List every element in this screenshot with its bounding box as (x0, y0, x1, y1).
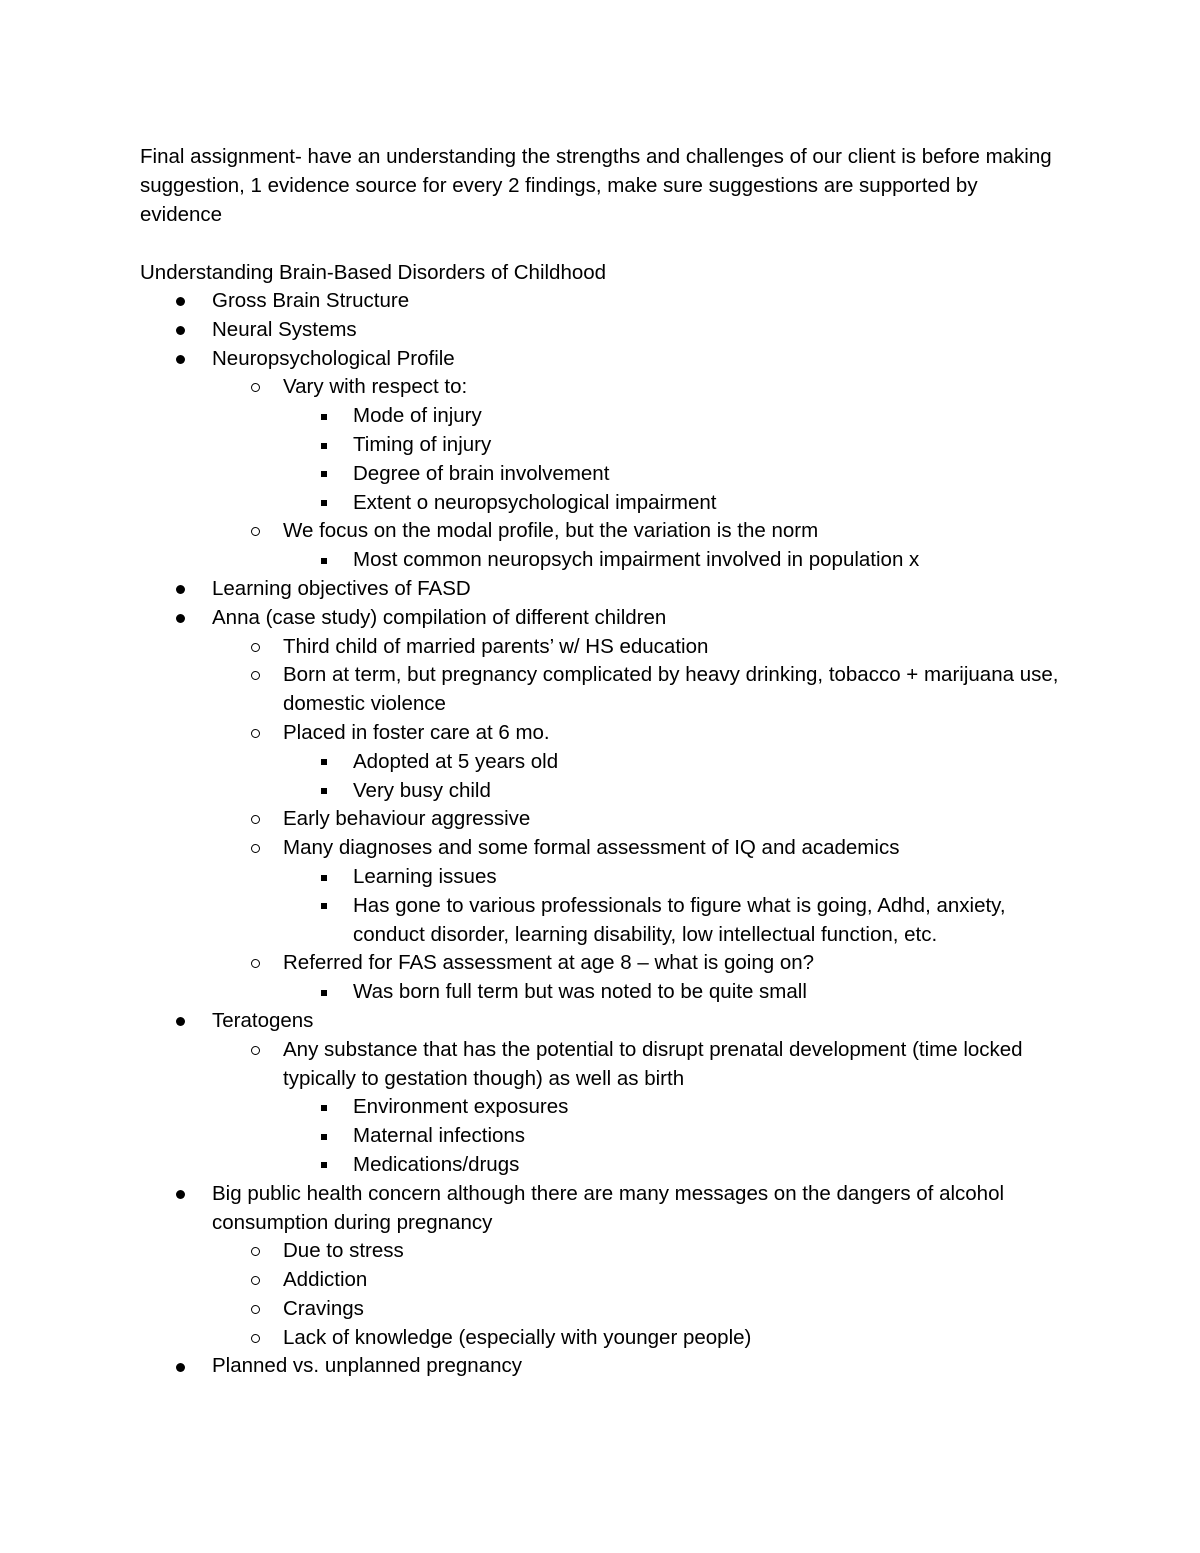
list-item-level-1 (0, 287, 1200, 316)
hollow-circle-bullet-icon (251, 1276, 260, 1285)
hollow-circle-bullet-icon (251, 1305, 260, 1314)
hollow-circle-bullet-icon (251, 729, 260, 738)
list-item-level-2 (0, 1237, 1200, 1266)
square-bullet-icon (321, 1162, 327, 1168)
list-item-text: Lack of knowledge (especially with younger people) (283, 1325, 752, 1349)
square-bullet-icon (321, 558, 327, 564)
square-bullet-icon (321, 1105, 327, 1111)
list-item-text: Big public health concern although there are many messages on the dangers of alcohol consumption during pregnancy (212, 1181, 1005, 1234)
list-item-text: Third child of married parents’ w/ HS education (283, 634, 709, 658)
list-marker (314, 489, 334, 518)
list-item-level-3 (0, 402, 1200, 431)
list-marker (314, 892, 334, 921)
list-item-level-3 (0, 546, 1200, 575)
list-item-level-3 (0, 431, 1200, 460)
list-item-text: Referred for FAS assessment at age 8 – what is going on? (283, 951, 815, 975)
list-marker (170, 287, 190, 316)
square-bullet-icon (321, 788, 327, 794)
list-item-text: Addiction (283, 1268, 368, 1292)
list-item-text: Early behaviour aggressive (283, 807, 531, 831)
list-item-level-3 (0, 1151, 1200, 1180)
hollow-circle-bullet-icon (251, 383, 260, 392)
filled-bullet-icon (176, 326, 185, 335)
list-marker (245, 719, 265, 748)
list-item-level-2 (0, 1036, 1200, 1094)
list-marker (170, 1180, 190, 1209)
list-item-text: Gross Brain Structure (212, 289, 410, 312)
intro-paragraph: Final assignment- have an understanding the strengths and challenges of our client is before making suggestion, 1 evidence source for every 2 findings, make sure suggestions are supported by evidence (140, 145, 1052, 226)
list-item-text: Most common neuropsych impairment involved in population x (353, 548, 920, 572)
list-item-level-3 (0, 748, 1200, 777)
hollow-circle-bullet-icon (251, 643, 260, 652)
list-item-level-2 (0, 1266, 1200, 1295)
list-item-level-3 (0, 863, 1200, 892)
square-bullet-icon (321, 875, 327, 881)
list-marker (314, 777, 334, 806)
list-item-level-2 (0, 805, 1200, 834)
list-marker (314, 748, 334, 777)
list-marker (314, 460, 334, 489)
hollow-circle-bullet-icon (251, 1046, 260, 1055)
list-item-level-3 (0, 460, 1200, 489)
list-item-level-1 (0, 1180, 1200, 1238)
list-item-text: Vary with respect to: (283, 375, 468, 399)
list-item-text: Anna (case study) compilation of different children (212, 605, 667, 629)
list-marker (245, 805, 265, 834)
filled-bullet-icon (176, 355, 185, 364)
list-item-text: Neuropsychological Profile (212, 346, 455, 370)
list-marker (245, 1295, 265, 1324)
list-item-level-1 (0, 345, 1200, 374)
hollow-circle-bullet-icon (251, 1247, 260, 1256)
square-bullet-icon (321, 990, 327, 996)
filled-bullet-icon (176, 614, 185, 623)
list-item-text: We focus on the modal profile, but the variation is the norm (283, 519, 819, 543)
list-item-level-1 (0, 575, 1200, 604)
hollow-circle-bullet-icon (251, 1334, 260, 1343)
list-marker (314, 1122, 334, 1151)
list-marker (170, 604, 190, 633)
filled-bullet-icon (176, 297, 185, 306)
hollow-circle-bullet-icon (251, 959, 260, 968)
list-item-text: Was born full term but was noted to be quite small (353, 980, 807, 1004)
list-item-text: Degree of brain involvement (353, 461, 610, 485)
notes-outline (0, 287, 1200, 1381)
filled-bullet-icon (176, 1363, 185, 1372)
list-marker (245, 373, 265, 402)
list-item-level-1 (0, 1352, 1200, 1381)
list-item-level-2 (0, 949, 1200, 978)
list-marker (170, 1007, 190, 1036)
list-item-level-3 (0, 489, 1200, 518)
list-marker (245, 517, 265, 546)
list-item-text: Adopted at 5 years old (353, 749, 559, 773)
list-item-text: Has gone to various professionals to figure what is going, Adhd, anxiety, conduct disorder, learning disability, low intellectual function, etc. (353, 893, 1006, 946)
list-item-text: Extent o neuropsychological impairment (353, 490, 717, 514)
list-item-level-2 (0, 719, 1200, 748)
list-item-text: Cravings (283, 1296, 364, 1320)
list-item-level-3 (0, 1093, 1200, 1122)
list-item-level-2 (0, 633, 1200, 662)
square-bullet-icon (321, 903, 327, 909)
list-marker (314, 1151, 334, 1180)
list-marker (245, 1324, 265, 1353)
list-item-text: Timing of injury (353, 432, 492, 456)
list-item-text: Environment exposures (353, 1095, 569, 1119)
list-marker (314, 1093, 334, 1122)
square-bullet-icon (321, 443, 327, 449)
list-marker (245, 949, 265, 978)
list-item-text: Medications/drugs (353, 1152, 520, 1176)
square-bullet-icon (321, 1134, 327, 1140)
list-marker (245, 661, 265, 690)
list-item-text: Planned vs. unplanned pregnancy (212, 1354, 523, 1378)
list-item-text: Very busy child (353, 778, 491, 802)
list-marker (245, 633, 265, 662)
filled-bullet-icon (176, 1017, 185, 1026)
list-item-level-1 (0, 604, 1200, 633)
list-item-level-3 (0, 1122, 1200, 1151)
list-item-text: Maternal infections (353, 1124, 526, 1148)
list-item-text: Due to stress (283, 1239, 404, 1263)
hollow-circle-bullet-icon (251, 815, 260, 824)
list-item-level-2 (0, 1295, 1200, 1324)
list-marker (170, 316, 190, 345)
section-heading: Understanding Brain-Based Disorders of Childhood (140, 261, 607, 284)
square-bullet-icon (321, 500, 327, 506)
list-item-text: Teratogens (212, 1008, 314, 1032)
list-item-text: Learning issues (353, 864, 497, 888)
list-marker (314, 863, 334, 892)
list-item-text: Learning objectives of FASD (212, 576, 471, 600)
hollow-circle-bullet-icon (251, 671, 260, 680)
list-item-text: Placed in foster care at 6 mo. (283, 720, 550, 744)
list-item-level-3 (0, 892, 1200, 950)
list-item-text: Any substance that has the potential to disrupt prenatal development (time locked typically to gestation though) as well as birth (283, 1037, 1023, 1090)
list-item-text: Born at term, but pregnancy complicated by heavy drinking, tobacco + marijuana use, domestic violence (283, 663, 1059, 716)
list-item-level-2 (0, 834, 1200, 863)
list-item-text: Neural Systems (212, 317, 357, 341)
list-item-text: Mode of injury (353, 404, 482, 428)
list-item-level-3 (0, 777, 1200, 806)
list-marker (314, 546, 334, 575)
filled-bullet-icon (176, 585, 185, 594)
list-item-level-1 (0, 316, 1200, 345)
list-marker (314, 402, 334, 431)
list-marker (170, 345, 190, 374)
list-marker (245, 1266, 265, 1295)
list-marker (170, 575, 190, 604)
list-item-level-1 (0, 1007, 1200, 1036)
list-marker (245, 834, 265, 863)
list-marker (170, 1352, 190, 1381)
list-item-level-2 (0, 1324, 1200, 1353)
list-item-level-2 (0, 517, 1200, 546)
list-item-level-2 (0, 373, 1200, 402)
list-item-text: Many diagnoses and some formal assessment of IQ and academics (283, 836, 900, 860)
list-item-level-2 (0, 661, 1200, 719)
square-bullet-icon (321, 414, 327, 420)
list-marker (314, 978, 334, 1007)
list-marker (314, 431, 334, 460)
hollow-circle-bullet-icon (251, 844, 260, 853)
filled-bullet-icon (176, 1190, 185, 1199)
list-item-level-3 (0, 978, 1200, 1007)
list-marker (245, 1237, 265, 1266)
list-marker (245, 1036, 265, 1065)
hollow-circle-bullet-icon (251, 527, 260, 536)
square-bullet-icon (321, 471, 327, 477)
square-bullet-icon (321, 759, 327, 765)
